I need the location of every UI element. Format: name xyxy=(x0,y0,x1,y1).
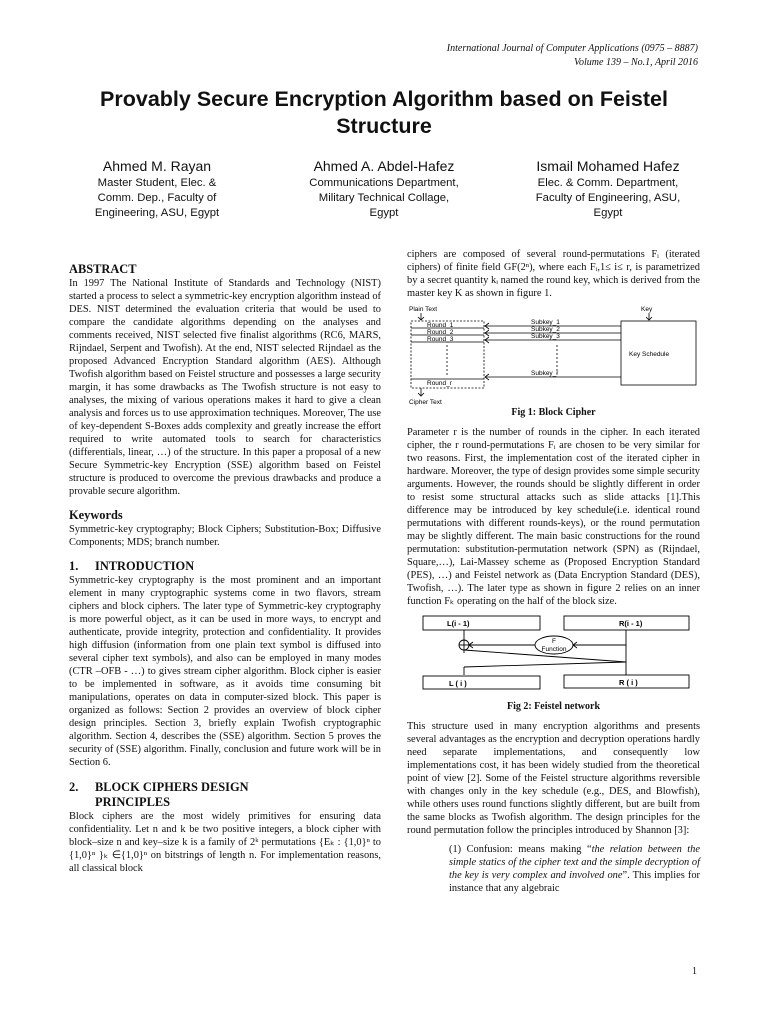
fig1-key-schedule-label: Key Schedule xyxy=(629,351,670,358)
author-name: Ahmed A. Abdel-Hafez xyxy=(313,158,455,174)
section2-body: Block ciphers are the most widely primitives for ensuring data confidentiality. Let n and k be two positive integers, a block cipher with block–size n and key–size k is a family of 2ᵏ permutations {Eₖ : {1,0}ⁿ to {1,0}ⁿ }ₖ ∈{1,0}ⁿ on bitstrings of length n. For implementation reasons, all classical block xyxy=(69,811,381,874)
author-affiliation: Master Student, Elec. & xyxy=(97,177,217,189)
fig2-right-output-label: R ( i ) xyxy=(619,678,638,687)
feistel-network-diagram xyxy=(407,613,700,697)
figure-2-caption: Fig 2: Feistel network xyxy=(506,701,601,712)
fig1-cipher-text-label: Cipher Text xyxy=(409,399,442,406)
abstract-heading: ABSTRACT xyxy=(69,262,137,276)
section-title: BLOCK CIPHERS DESIGN xyxy=(95,780,249,794)
intro-heading xyxy=(69,559,381,574)
fig2-f-label: F xyxy=(552,638,556,645)
intro-body: Symmetric-key cryptography is the most prominent and an important element in many cryptographic systems come in two flavors, stream ciphers and block ciphers. The later type of Symmetric-key cryptography is more powerful object, as it can be used in more ways, to encrypt and authenticate, provide integrity, protection and confidentiality. It provides high diffusion (information from one plain text symbol is diffused into several cipher text symbols), and also can be employed in many modes (CTR –OFB - …) to gives stream cipher algorithm. Block cipher is easier to be implemented in software, as it avoids time consuming bit manipulations, operates on data in computer-sized block. This paper is organized as follows: Section 2 provides an overview of block cipher design principles. Section 3, briefly explain Twofish cryptographic algorithm. Section 4, describes the (SSE) algorithm. Section 5 proves the security of (SSE) algorithm. Finally, conclusion and future work will be in Section 6. xyxy=(69,575,381,768)
author-affiliation: Communications Department, xyxy=(309,177,459,189)
author-block-1 xyxy=(47,157,267,221)
title-line-1: Provably Secure Encryption Algorithm based on Feistel xyxy=(100,87,668,111)
right-paragraph-1: ciphers are composed of several round-permutations Fᵢ (iterated ciphers) of finite field GF(2ⁿ), where each Fᵢ,1≤ i≤ r, is parametrized by a secret quantity kᵢ named the round key, which is derived from the master key K as shown in figure 1. xyxy=(407,249,700,299)
fig1-round-label: Round_2 xyxy=(427,329,454,336)
author-affiliation: Faculty of Engineering, ASU, xyxy=(535,192,681,204)
fig1-subkey-label: Subkey_3 xyxy=(531,333,560,340)
author-block-3 xyxy=(498,157,718,221)
fig1-round-label: Round_3 xyxy=(427,336,454,343)
right-column xyxy=(407,248,700,895)
fig2-function-label: Function xyxy=(541,646,567,653)
fig1-subkey-label: Subkey_2 xyxy=(531,326,560,333)
paper-title xyxy=(40,86,728,140)
quote-lead: (1) Confusion: means making “ xyxy=(449,844,592,855)
section2-heading xyxy=(69,780,381,810)
page-number: 1 xyxy=(692,966,697,977)
section-title: INTRODUCTION xyxy=(95,559,195,573)
fig2-left-input-label: L(i - 1) xyxy=(447,619,470,628)
fig1-subkey-label: Subkey_1 xyxy=(531,319,560,326)
author-affiliation: Comm. Dep., Faculty of xyxy=(97,192,217,204)
volume-header: Volume 139 – No.1, April 2016 xyxy=(574,57,698,68)
abstract-body: In 1997 The National Institute of Standards and Technology (NIST) started a process to select a symmetric-key encryption algorithm instead of DES. NIST determined the evaluation criteria that would be used to compare the candidate algorithms depending on the analyses and comments received, NIST selected five finalist algorithms (RC6, MARS, Rijndael, Serpent and Twofish). At the end, NIST selected Rijndael as the proposed Advanced Encryption Standard algorithm (AES). Although Twofish algorithm based on Feistel structure and possesses a large security margin, it has some drawbacks as The Twofish structure is not easy to analyses, the mixing of various operations makes it hard to give a clean analysis and forces us to use approximation techniques. Moreover, The use of key-dependent S-Boxes adds complexity and greatly increase the effort required to write automated tools to search for characteristics (differentials, linear, …) of the structure. In this paper a proposal of a new Secure Symmetric-key Encryption (SSE) algorithm based on Feistel structure is produced to overcome the previous drawbacks and produce a provable secure algorithm. xyxy=(69,278,381,497)
right-paragraph-3: This structure used in many encryption algorithms and presents several advantages as the encryption and decryption operations hardly need separate implementations, and consequently low implementations cost, it has been widely studied from the theoretical point of view [2]. Some of the Feistel structure algorithms reversible with changes only in the key schedule (e.g., DES, and Blowfish), while others uses round functions slightly different, but are built from the same blocks as Twofish algorithm. The design principles for the round permutation follow the principles introduced by Shannon [3]: xyxy=(407,721,700,836)
left-column xyxy=(69,262,381,875)
quote-tail: ”. This implies for instance that any algebraic xyxy=(449,870,700,894)
figure-1-block-cipher xyxy=(407,304,700,406)
figure-2-feistel-network xyxy=(407,613,700,697)
fig1-subkey-label: Subkey_r xyxy=(531,370,559,377)
author-affiliation: Military Technical Collage, xyxy=(318,192,450,204)
section-title-cont: PRINCIPLES xyxy=(95,795,171,809)
fig1-key-label: Key xyxy=(641,306,653,313)
figure-1-caption: Fig 1: Block Cipher xyxy=(511,407,596,418)
fig1-plain-text-label: Plain Text xyxy=(409,306,438,313)
author-affiliation: Egypt xyxy=(369,207,399,219)
right-paragraph-2: Parameter r is the number of rounds in the cipher. In each iterated cipher, the r round-permutations Fᵢ are chosen to be very similar for two reasons. First, the implementation cost of the iterated cipher in hardware. Moreover, the type of design provides some simple security arguments. However, the rounds should be slightly different in order to resist some structural attacks such as slide attacks [1].This difference may be introduced by key schedule(i.e. identical round permutations with different rounds-keys), or the round permutation may be slightly different. The main basic constructions for the round permutation: substitution-permutation network (SPN) as (Rijndael, Square,…), Lai-Massey scheme as (Proposed Encryption Standard (PES), …) and Feistel network as (Data Encryption Standard (DES), Twofish, …). The later type as shown in figure 2 relies on an inner function Fₖ operating on the half of the block size. xyxy=(407,427,700,607)
fig1-round-label: Round_r xyxy=(427,380,452,387)
author-affiliation: Egypt xyxy=(593,207,623,219)
author-name: Ismail Mohamed Hafez xyxy=(536,158,680,174)
fig1-round-label: Round_1 xyxy=(427,322,454,329)
block-cipher-diagram xyxy=(407,304,700,406)
author-affiliation: Engineering, ASU, Egypt xyxy=(94,207,220,219)
section-number: 1. xyxy=(69,559,79,573)
title-line-2: Structure xyxy=(336,114,432,138)
confusion-principle xyxy=(407,843,700,895)
journal-header: International Journal of Computer Applications (0975 – 8887) xyxy=(446,43,698,54)
fig2-left-output-label: L ( i ) xyxy=(449,679,467,688)
fig2-right-input-label: R(i - 1) xyxy=(619,619,643,628)
keywords-body: Symmetric-key cryptography; Block Ciphers; Substitution-Box; Diffusive Components; MDS; branch number. xyxy=(69,524,381,548)
author-block-2 xyxy=(274,157,494,221)
author-affiliation: Elec. & Comm. Department, xyxy=(537,177,679,189)
quote-italic: the relation between the simple statics of the cipher text and the simple decryption of the key is very complex and involved one xyxy=(449,844,700,881)
keywords-heading: Keywords xyxy=(69,508,123,522)
author-name: Ahmed M. Rayan xyxy=(102,158,212,174)
section-number: 2. xyxy=(69,780,79,794)
